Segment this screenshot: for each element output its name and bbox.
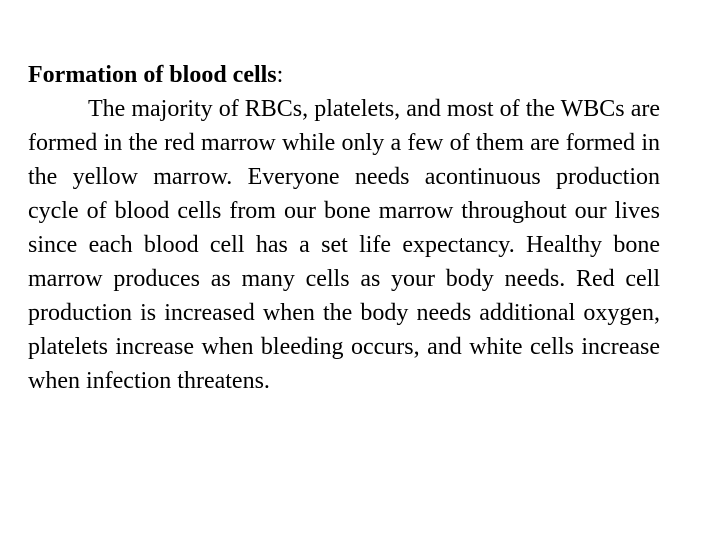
slide-content bbox=[28, 58, 660, 398]
heading-colon: : bbox=[276, 62, 284, 88]
heading-line bbox=[28, 58, 660, 92]
body-paragraph: The majority of RBCs, platelets, and most of the WBCs are formed in the red marrow while only a few of them are formed in the yellow marrow. Everyone needs acontinuous production cycle of blood cells from our bone marrow throughout our lives since each blood cell has a set life expectancy. Healthy bone marrow produces as many cells as your body needs. Red cell production is increased when the body needs additional oxygen, platelets increase when bleeding occurs, and white cells increase when infection threatens. bbox=[28, 96, 660, 394]
section-heading: Formation of blood cells bbox=[28, 62, 277, 88]
